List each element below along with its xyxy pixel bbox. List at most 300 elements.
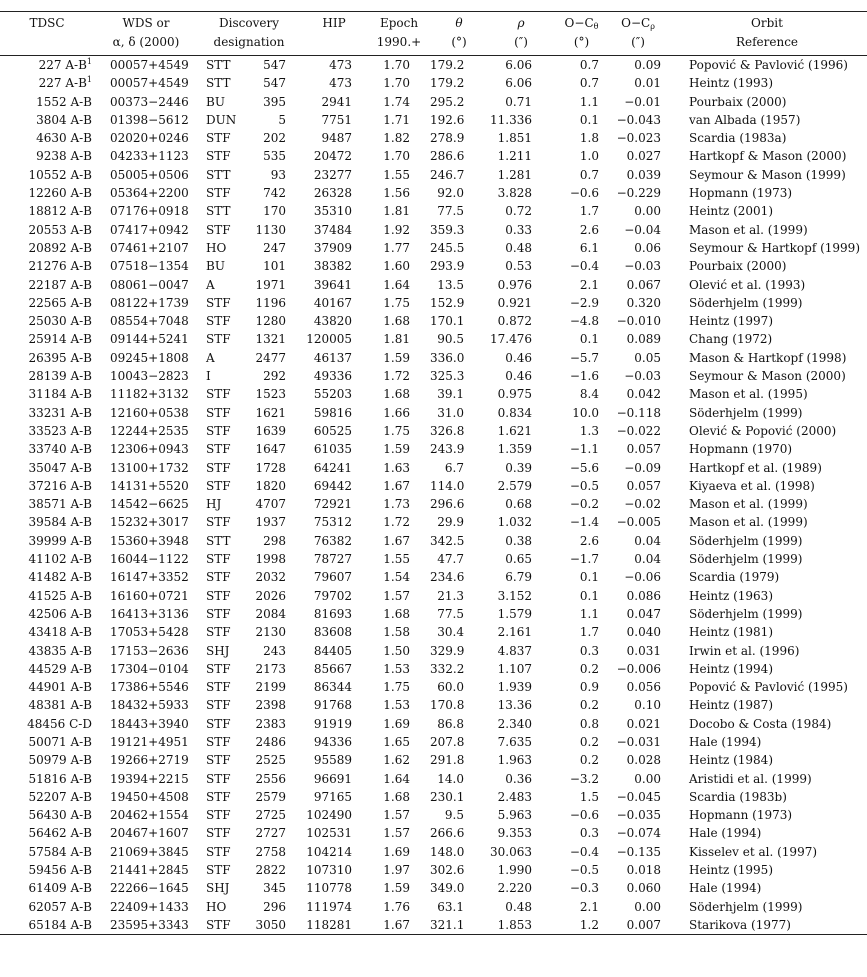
cell-wds: 12306+0943 [110, 442, 189, 457]
discovery-code: SHJ [206, 643, 230, 658]
cell-hip: 72921 [313, 497, 352, 512]
discovery-number: 1820 [255, 478, 286, 493]
discovery-number: 2725 [255, 808, 286, 823]
cell-hip: 69442 [313, 478, 352, 493]
cell-theta: 86.8 [437, 716, 464, 731]
cell-rho: 3.828 [497, 186, 532, 201]
discovery-code: STF [206, 552, 231, 567]
tdsc-id: 18812 A-B [28, 204, 92, 219]
discovery-number: 292 [263, 369, 286, 384]
cell-oc-theta: 0.2 [579, 661, 599, 676]
cell-hip: 40167 [313, 295, 352, 310]
cell-hip: 107310 [306, 863, 352, 878]
cell-rho: 0.46 [505, 369, 532, 384]
discovery-code: STF [206, 442, 231, 457]
cell-hip: 7751 [321, 112, 352, 127]
discovery-code: STF [206, 314, 231, 329]
cell-oc-theta: −0.6 [569, 808, 599, 823]
cell-rho: 1.851 [497, 131, 532, 146]
cell-epoch: 1.57 [383, 826, 410, 841]
tdsc-id: 22565 A-B [28, 295, 92, 310]
tdsc-id: 56462 A-B [28, 826, 92, 841]
cell-reference: Heintz (1995) [689, 863, 773, 878]
cell-discovery [198, 349, 300, 367]
discovery-code: STF [206, 753, 231, 768]
cell-reference: Heintz (1963) [689, 588, 773, 603]
cell-tdsc [0, 898, 94, 916]
table-row [0, 56, 867, 74]
cell-theta: 296.6 [430, 497, 465, 512]
discovery-number: 1280 [255, 314, 286, 329]
cell-rho: 5.963 [497, 808, 532, 823]
cell-rho: 1.107 [497, 661, 532, 676]
tdsc-id: 57584 A-B [28, 844, 92, 859]
cell-wds: 10043−2823 [110, 369, 189, 384]
tdsc-id: 35047 A-B [28, 460, 92, 475]
table-row [0, 696, 867, 714]
discovery-code: STF [206, 332, 231, 347]
cell-reference: Heintz (1981) [689, 625, 773, 640]
cell-epoch: 1.69 [383, 844, 410, 859]
cell-hip: 94336 [313, 734, 352, 749]
cell-rho: 0.48 [505, 240, 532, 255]
header-hip-blank [300, 33, 368, 55]
cell-discovery [198, 477, 300, 495]
cell-tdsc [0, 221, 94, 239]
cell-discovery [198, 824, 300, 842]
cell-rho: 0.975 [497, 387, 532, 402]
tdsc-id: 22187 A-B [28, 277, 92, 292]
cell-oc-theta: 1.0 [579, 149, 599, 164]
cell-discovery [198, 221, 300, 239]
cell-rho: 7.635 [497, 734, 532, 749]
cell-oc-theta: 2.1 [579, 277, 599, 292]
table-row [0, 751, 867, 769]
cell-discovery [198, 733, 300, 751]
cell-hip: 37484 [313, 222, 352, 237]
cell-rho: 2.220 [497, 881, 532, 896]
cell-oc-theta: 0.7 [579, 76, 599, 91]
cell-hip: 46137 [313, 350, 352, 365]
cell-rho: 2.161 [497, 625, 532, 640]
discovery-code: STF [206, 826, 231, 841]
cell-hip: 59816 [313, 405, 352, 420]
cell-epoch: 1.57 [383, 808, 410, 823]
cell-wds: 19266+2719 [110, 753, 189, 768]
cell-tdsc [0, 440, 94, 458]
cell-oc-rho: −0.04 [624, 222, 661, 237]
cell-oc-theta: −3.2 [569, 771, 599, 786]
cell-tdsc [0, 74, 94, 92]
cell-discovery [198, 513, 300, 531]
cell-oc-theta: 1.8 [579, 131, 599, 146]
cell-epoch: 1.56 [383, 186, 410, 201]
header-discovery-2: designation [213, 35, 285, 49]
cell-hip: 35310 [313, 204, 352, 219]
tdsc-id: 227 A-B [38, 58, 87, 72]
cell-theta: 47.7 [437, 552, 464, 567]
cell-wds: 18432+5933 [110, 698, 189, 713]
cell-oc-theta: −5.7 [569, 350, 599, 365]
cell-reference: Seymour & Mason (1999) [689, 167, 846, 182]
table-row [0, 440, 867, 458]
tdsc-id: 26395 A-B [28, 350, 92, 365]
cell-reference: Seymour & Hartkopf (1999) [689, 240, 860, 255]
table-row [0, 459, 867, 477]
cell-epoch: 1.75 [383, 680, 410, 695]
table-row [0, 202, 867, 220]
cell-reference: Mason et al. (1999) [689, 222, 808, 237]
cell-reference: Mason et al. (1999) [689, 497, 808, 512]
cell-discovery [198, 111, 300, 129]
discovery-number: 1971 [255, 277, 286, 292]
cell-discovery [198, 916, 300, 934]
tdsc-id: 4630 A-B [36, 131, 92, 146]
cell-oc-rho: −0.010 [616, 314, 661, 329]
cell-reference: Mason et al. (1999) [689, 515, 808, 530]
cell-epoch: 1.53 [383, 661, 410, 676]
table-row [0, 642, 867, 660]
discovery-code: STT [206, 76, 231, 91]
cell-wds: 22409+1433 [110, 899, 189, 914]
discovery-number: 395 [263, 94, 286, 109]
table-row [0, 861, 867, 879]
cell-reference: Hartkopf & Mason (2000) [689, 149, 847, 164]
cell-rho: 17.476 [490, 332, 532, 347]
cell-oc-theta: 1.7 [579, 625, 599, 640]
discovery-number: 2398 [255, 698, 286, 713]
cell-discovery [198, 605, 300, 623]
header-theta-symbol: θ [455, 16, 463, 30]
cell-wds: 20462+1554 [110, 808, 189, 823]
cell-discovery [198, 623, 300, 641]
discovery-code: STF [206, 625, 231, 640]
cell-reference: Irwin et al. (1996) [689, 643, 800, 658]
cell-oc-rho: 0.09 [634, 58, 661, 72]
cell-wds: 16044−1122 [110, 552, 189, 567]
cell-wds: 07518−1354 [110, 259, 189, 274]
cell-discovery [198, 74, 300, 92]
discovery-number: 1728 [255, 460, 286, 475]
cell-hip: 102490 [306, 808, 352, 823]
table-row [0, 93, 867, 111]
discovery-number: 547 [263, 58, 286, 72]
cell-epoch: 1.54 [383, 570, 410, 585]
cell-theta: 30.4 [437, 625, 464, 640]
cell-discovery [198, 459, 300, 477]
cell-discovery [198, 678, 300, 696]
discovery-number: 5 [278, 112, 286, 127]
cell-oc-rho: −0.02 [624, 497, 661, 512]
cell-wds: 15232+3017 [110, 515, 189, 530]
table-row [0, 898, 867, 916]
table-row [0, 916, 867, 934]
cell-tdsc [0, 93, 94, 111]
cell-epoch: 1.81 [383, 332, 410, 347]
table-row [0, 129, 867, 147]
cell-hip: 91919 [313, 716, 352, 731]
cell-theta: 321.1 [430, 917, 465, 932]
cell-wds: 17386+5546 [110, 680, 189, 695]
table-row [0, 367, 867, 385]
cell-theta: 152.9 [430, 295, 465, 310]
cell-oc-rho: 0.042 [626, 387, 661, 402]
cell-tdsc [0, 824, 94, 842]
cell-oc-theta: 1.5 [579, 789, 599, 804]
discovery-number: 296 [263, 899, 286, 914]
cell-theta: 278.9 [430, 131, 465, 146]
cell-epoch: 1.68 [383, 789, 410, 804]
cell-oc-theta: −4.8 [569, 314, 599, 329]
tdsc-id: 21276 A-B [28, 259, 92, 274]
cell-epoch: 1.59 [383, 881, 410, 896]
cell-oc-rho: 0.086 [626, 588, 661, 603]
cell-hip: 473 [329, 58, 352, 72]
tdsc-id: 43418 A-B [28, 625, 92, 640]
discovery-number: 2556 [255, 771, 286, 786]
cell-hip: 95589 [313, 753, 352, 768]
cell-rho: 0.921 [497, 295, 532, 310]
table-row [0, 276, 867, 294]
cell-theta: 243.9 [430, 442, 465, 457]
discovery-code: DUN [206, 112, 237, 127]
cell-wds: 08061−0047 [110, 277, 189, 292]
table-row [0, 532, 867, 550]
cell-oc-rho: −0.006 [616, 661, 661, 676]
discovery-number: 1937 [255, 515, 286, 530]
cell-oc-theta: 1.2 [579, 917, 599, 932]
table-row [0, 349, 867, 367]
header-discovery-1: Discovery [219, 16, 279, 30]
cell-discovery [198, 294, 300, 312]
cell-wds: 00057+4549 [110, 58, 189, 72]
discovery-code: STF [206, 606, 231, 621]
cell-hip: 111974 [306, 899, 352, 914]
discovery-number: 1647 [255, 442, 286, 457]
discovery-code: STF [206, 423, 231, 438]
cell-wds: 04233+1123 [110, 149, 189, 164]
cell-wds: 09144+5241 [110, 332, 189, 347]
tdsc-id: 1552 A-B [36, 94, 92, 109]
cell-epoch: 1.70 [383, 149, 410, 164]
discovery-number: 2579 [255, 789, 286, 804]
cell-theta: 266.6 [430, 826, 465, 841]
cell-oc-rho: 0.04 [634, 552, 661, 567]
header-theta-2: (°) [451, 35, 467, 49]
orbit-table-container [0, 11, 867, 935]
tdsc-id: 48456 C-D [27, 716, 92, 731]
cell-rho: 0.46 [505, 350, 532, 365]
cell-tdsc [0, 550, 94, 568]
cell-discovery [198, 696, 300, 714]
cell-oc-theta: 2.6 [579, 533, 599, 548]
cell-tdsc [0, 806, 94, 824]
cell-wds: 19121+4951 [110, 734, 189, 749]
cell-epoch: 1.67 [383, 917, 410, 932]
cell-discovery [198, 202, 300, 220]
cell-wds: 16160+0721 [110, 588, 189, 603]
cell-hip: 96691 [313, 771, 352, 786]
cell-hip: 2941 [321, 94, 352, 109]
cell-oc-rho: −0.074 [616, 826, 661, 841]
cell-tdsc [0, 715, 94, 733]
cell-oc-rho: 0.031 [626, 643, 661, 658]
cell-reference: Hopmann (1973) [689, 808, 793, 823]
cell-reference: Popović & Pavlović (1995) [689, 680, 848, 695]
cell-theta: 114.0 [430, 478, 465, 493]
cell-rho: 0.72 [505, 204, 532, 219]
cell-rho: 30.063 [490, 844, 532, 859]
header-oc-rho-main: O−C [621, 16, 651, 30]
cell-discovery [198, 166, 300, 184]
header-oc-rho-sub: ρ [650, 22, 655, 31]
cell-oc-rho: −0.023 [616, 131, 661, 146]
table-row [0, 715, 867, 733]
cell-hip: 49336 [313, 369, 352, 384]
cell-theta: 92.0 [437, 186, 464, 201]
cell-oc-theta: 10.0 [572, 405, 599, 420]
cell-wds: 23595+3343 [110, 917, 189, 932]
cell-epoch: 1.97 [383, 863, 410, 878]
header-row-1 [0, 12, 867, 33]
header-rho-1 [488, 12, 554, 33]
cell-rho: 0.68 [505, 497, 532, 512]
cell-reference: Söderhjelm (1999) [689, 899, 803, 914]
cell-reference: Kisselev et al. (1997) [689, 844, 818, 859]
cell-rho: 4.837 [497, 643, 532, 658]
cell-hip: 79702 [313, 588, 352, 603]
cell-rho: 0.39 [505, 460, 532, 475]
cell-oc-rho: 0.089 [626, 332, 661, 347]
cell-epoch: 1.81 [383, 204, 410, 219]
discovery-code: BU [206, 94, 225, 109]
cell-epoch: 1.53 [383, 698, 410, 713]
cell-tdsc [0, 751, 94, 769]
cell-oc-theta: 0.2 [579, 734, 599, 749]
cell-reference: Hopmann (1973) [689, 186, 793, 201]
cell-rho: 0.65 [505, 552, 532, 567]
cell-theta: 39.1 [437, 387, 464, 402]
cell-tdsc [0, 733, 94, 751]
discovery-code: STF [206, 844, 231, 859]
cell-wds: 01398−5612 [110, 112, 189, 127]
cell-oc-rho: 0.05 [634, 350, 661, 365]
discovery-number: 1523 [255, 387, 286, 402]
tdsc-id: 33740 A-B [28, 442, 92, 457]
cell-tdsc [0, 404, 94, 422]
tdsc-id: 56430 A-B [28, 808, 92, 823]
discovery-number: 4707 [255, 497, 286, 512]
discovery-code: STT [206, 58, 231, 72]
cell-reference: Chang (1972) [689, 332, 773, 347]
cell-discovery [198, 587, 300, 605]
cell-rho: 6.06 [505, 76, 532, 91]
cell-hip: 78727 [313, 552, 352, 567]
cell-rho: 6.79 [505, 570, 532, 585]
discovery-number: 170 [263, 204, 286, 219]
header-rho-symbol: ρ [517, 16, 525, 30]
cell-discovery [198, 642, 300, 660]
cell-tdsc [0, 56, 94, 74]
cell-theta: 31.0 [437, 405, 464, 420]
header-orbit-1: Orbit [751, 16, 783, 30]
cell-oc-rho: 0.057 [626, 478, 661, 493]
cell-epoch: 1.58 [383, 625, 410, 640]
cell-epoch: 1.57 [383, 588, 410, 603]
discovery-code: STF [206, 771, 231, 786]
cell-wds: 12160+0538 [110, 405, 189, 420]
cell-reference: Söderhjelm (1999) [689, 606, 803, 621]
cell-oc-theta: −0.4 [569, 844, 599, 859]
cell-oc-rho: −0.01 [624, 94, 661, 109]
cell-discovery [198, 93, 300, 111]
cell-oc-rho: −0.031 [616, 734, 661, 749]
discovery-code: STF [206, 698, 231, 713]
cell-epoch: 1.72 [383, 369, 410, 384]
cell-theta: 13.5 [437, 277, 464, 292]
table-row [0, 221, 867, 239]
cell-theta: 148.0 [430, 844, 465, 859]
cell-epoch: 1.64 [383, 277, 410, 292]
cell-reference: Heintz (1993) [689, 76, 773, 91]
discovery-number: 2486 [255, 734, 286, 749]
cell-tdsc [0, 477, 94, 495]
cell-wds: 17304−0104 [110, 661, 189, 676]
cell-epoch: 1.67 [383, 478, 410, 493]
cell-theta: 77.5 [437, 606, 464, 621]
cell-epoch: 1.62 [383, 753, 410, 768]
tdsc-id: 33231 A-B [28, 405, 92, 420]
cell-theta: 179.2 [430, 58, 465, 72]
table-row [0, 770, 867, 788]
cell-tdsc [0, 623, 94, 641]
cell-oc-rho: −0.005 [616, 515, 661, 530]
cell-theta: 302.6 [430, 863, 465, 878]
tdsc-id: 25030 A-B [28, 314, 92, 329]
cell-tdsc [0, 568, 94, 586]
cell-reference: Hale (1994) [689, 826, 762, 841]
cell-discovery [198, 806, 300, 824]
discovery-code: STF [206, 917, 231, 932]
table-row [0, 843, 867, 861]
table-row [0, 587, 867, 605]
cell-oc-rho: 0.007 [626, 917, 661, 932]
cell-wds: 08122+1739 [110, 295, 189, 310]
discovery-number: 535 [263, 149, 286, 164]
cell-theta: 332.2 [430, 661, 465, 676]
cell-wds: 19450+4508 [110, 789, 189, 804]
discovery-code: STF [206, 131, 231, 146]
cell-theta: 207.8 [430, 734, 465, 749]
cell-epoch: 1.70 [383, 76, 410, 91]
cell-oc-rho: 0.04 [634, 533, 661, 548]
table-header [0, 12, 867, 56]
tdsc-id: 41102 A-B [28, 552, 92, 567]
cell-epoch: 1.55 [383, 167, 410, 182]
cell-discovery [198, 568, 300, 586]
cell-discovery [198, 129, 300, 147]
cell-reference: Heintz (1987) [689, 698, 773, 713]
cell-wds: 13100+1732 [110, 460, 189, 475]
discovery-code: BU [206, 259, 225, 274]
cell-oc-theta: 0.7 [579, 167, 599, 182]
discovery-code: STF [206, 387, 231, 402]
tdsc-id: 62057 A-B [28, 899, 92, 914]
tdsc-id: 43835 A-B [28, 643, 92, 658]
cell-theta: 336.0 [430, 350, 465, 365]
cell-oc-theta: 1.1 [579, 606, 599, 621]
cell-reference: van Albada (1957) [689, 112, 801, 127]
